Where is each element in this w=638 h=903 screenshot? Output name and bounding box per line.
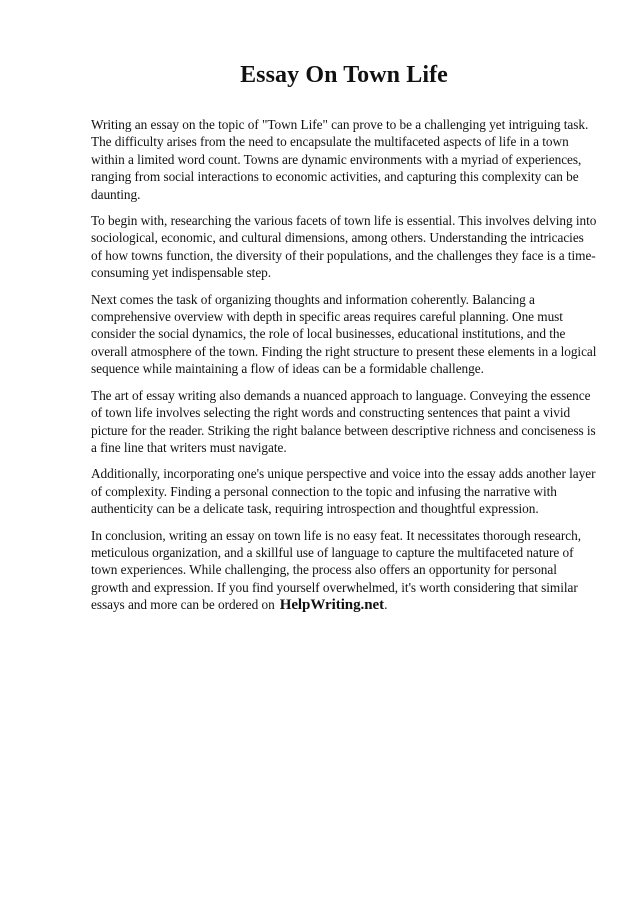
- paragraph-5: Additionally, incorporating one's unique perspective and voice into the essay adds another layer of complexity. Finding a personal connection to the topic and infusing the narrative with authenticity can be a delicate task, requiring introspection and thoughtful expression.: [91, 466, 596, 517]
- document-page: [91, 58, 597, 624]
- brand-link[interactable]: HelpWriting.net: [279, 597, 385, 614]
- paragraph-4: The art of essay writing also demands a nuanced approach to language. Conveying the essence of town life involves selecting the right words and constructing sentences that paint a vivid picture for the reader. Striking the right balance between descriptive richness and conciseness is a fine line that writers must navigate.: [91, 387, 596, 455]
- paragraph-2: To begin with, researching the various facets of town life is essential. This involves delving into sociological, economic, and cultural dimensions, among others. Understanding the intricacies of how towns function, the diversity of their populations, and the challenges they face is a time-consuming yet indispensable step.: [91, 213, 597, 281]
- conclusion-end: .: [384, 597, 388, 613]
- paragraph-3: Next comes the task of organizing thoughts and information coherently. Balancing a comprehensive overview with depth in specific areas requires careful planning. One must consider the social dynamics, the role of local businesses, educational institutions, and the overall atmosphere of the town. Finding the right structure to present these elements in a logical sequence while maintaining a flow of ideas can be a formidable challenge.: [91, 291, 597, 377]
- document-title: Essay On Town Life: [240, 62, 448, 88]
- conclusion-text: In conclusion, writing an essay on town life is no easy feat. It necessitates thorough research, meticulous organization, and a skillful use of language to capture the multifaceted nature of town experiences. While challenging, the process also offers an opportunity for personal growth and expression. If you find yourself overwhelmed, it's worth considering that similar essays and more can be ordered on: [91, 527, 581, 613]
- paragraph-conclusion: [91, 527, 597, 615]
- paragraph-1: Writing an essay on the topic of "Town Life" can prove to be a challenging yet intriguing task. The difficulty arises from the need to encapsulate the multifaceted aspects of life in a town within a limited word count. Towns are dynamic environments with a myriad of experiences, ranging from social interactions to economic activities, and capturing this complexity can be daunting.: [91, 117, 589, 202]
